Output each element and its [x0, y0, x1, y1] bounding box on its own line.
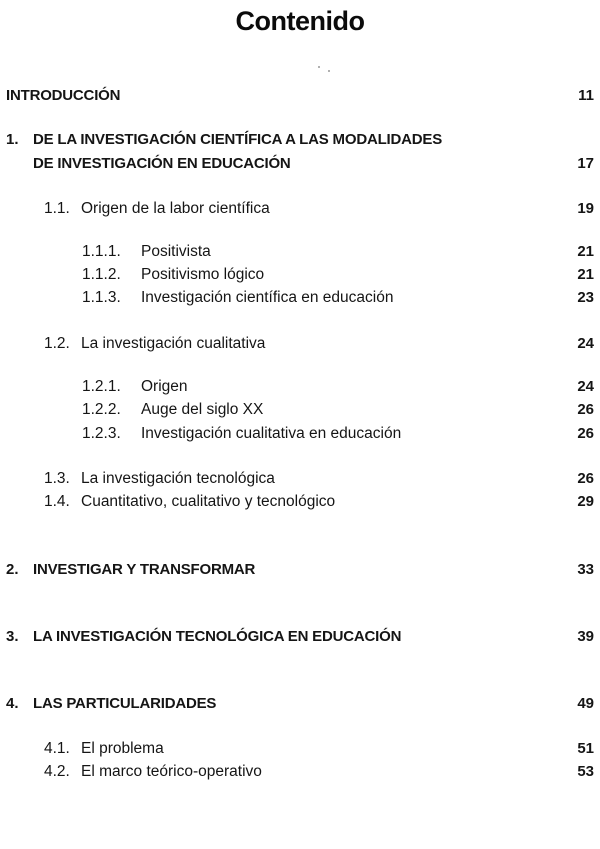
section-number: 1.2.1.	[82, 378, 121, 395]
toc-page-number: 24	[577, 378, 594, 395]
toc-page-number: 33	[577, 561, 594, 578]
section-number: 1.2.	[44, 335, 70, 352]
print-speck	[318, 66, 320, 68]
section-label: Investigación científica en educación	[141, 289, 394, 306]
toc-page-number: 29	[577, 493, 594, 510]
print-speck	[328, 70, 330, 72]
section-number: 1.1.3.	[82, 289, 121, 306]
chapter-title: LAS PARTICULARIDADES	[33, 695, 217, 712]
section-label: Origen	[141, 378, 188, 395]
section-number: 1.2.3.	[82, 425, 121, 442]
toc-page-number: 21	[577, 266, 594, 283]
section-number: 1.4.	[44, 493, 70, 510]
chapter-title-line-1: DE LA INVESTIGACIÓN CIENTÍFICA A LAS MODALIDADES	[33, 131, 443, 148]
toc-page-number: 21	[577, 243, 594, 260]
toc-page-number: 53	[577, 763, 594, 780]
section-number: 1.2.2.	[82, 401, 121, 418]
toc-page-number: 11	[578, 87, 594, 104]
toc-page-number: 49	[577, 695, 594, 712]
toc-entry-label: INTRODUCCIÓN	[6, 87, 121, 104]
page-title: Contenido	[235, 6, 365, 36]
section-number: 4.1.	[44, 740, 70, 757]
section-number: 1.1.1.	[82, 243, 121, 260]
chapter-number: 4.	[6, 695, 19, 712]
toc-page-number: 19	[577, 200, 594, 217]
section-number: 1.1.	[44, 200, 70, 217]
section-number: 4.2.	[44, 763, 70, 780]
toc-page-number: 39	[577, 628, 594, 645]
toc-page-number: 51	[577, 740, 594, 757]
toc-page-number: 24	[577, 335, 594, 352]
toc-page-number: 26	[577, 401, 594, 418]
section-label: Positivismo lógico	[141, 266, 265, 283]
section-label: El marco teórico-operativo	[81, 763, 262, 780]
toc-page-number: 26	[577, 425, 594, 442]
section-label: Positivista	[141, 243, 211, 260]
section-number: 1.3.	[44, 470, 70, 487]
toc-page-number: 17	[577, 155, 594, 172]
chapter-title: INVESTIGAR Y TRANSFORMAR	[33, 561, 256, 578]
section-label: Origen de la labor científica	[81, 200, 270, 217]
section-label: Cuantitativo, cualitativo y tecnológico	[81, 493, 336, 510]
section-label: La investigación cualitativa	[81, 335, 266, 352]
section-label: El problema	[81, 740, 164, 757]
chapter-number: 1.	[6, 131, 19, 148]
chapter-title: LA INVESTIGACIÓN TECNOLÓGICA EN EDUCACIÓN	[33, 628, 402, 645]
chapter-number: 3.	[6, 628, 19, 645]
section-number: 1.1.2.	[82, 266, 121, 283]
chapter-number: 2.	[6, 561, 19, 578]
section-label: Auge del siglo XX	[141, 401, 264, 418]
section-label: La investigación tecnológica	[81, 470, 275, 487]
section-label: Investigación cualitativa en educación	[141, 425, 402, 442]
toc-page-number: 23	[577, 289, 594, 306]
chapter-title-line-2: DE INVESTIGACIÓN EN EDUCACIÓN	[33, 155, 291, 172]
toc-page-number: 26	[577, 470, 594, 487]
